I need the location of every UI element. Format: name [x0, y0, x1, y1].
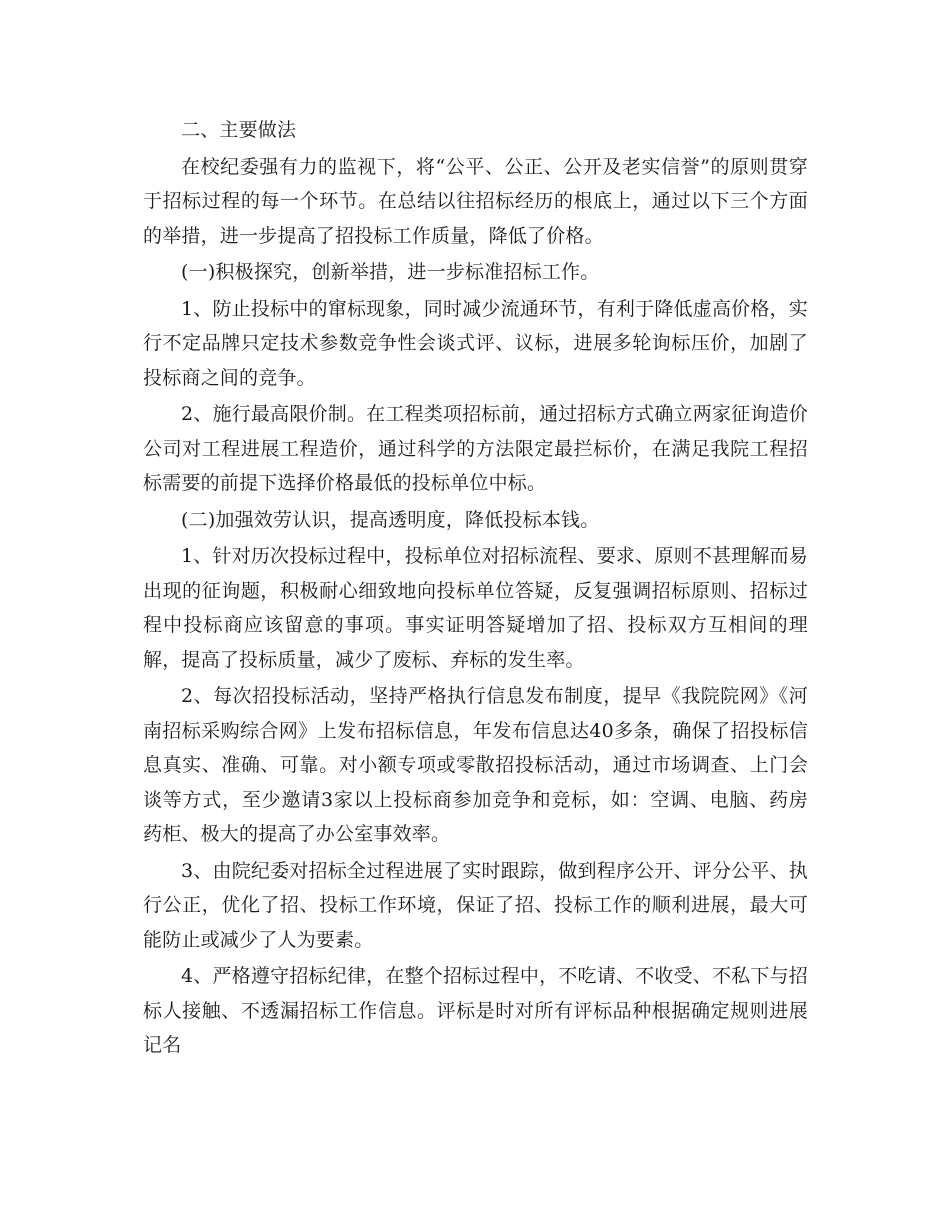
document-body [143, 113, 808, 1065]
subsection-heading: (一)积极探究，创新举措，进一步标准招标工作。 [181, 261, 600, 283]
paragraph: 2、每次招投标活动，坚持严格执行信息发布制度，提早《我院院网》《河南招标采购综合网》上发布招标信息，年发布信息达40多条，确保了招投标信息真实、准确、可靠。对小额专项或零散招投标活动，通过市场调查、上门会谈等方式，至少邀请3家以上投标商参加竞争和竞标，如：空调、电脑、药房药柜、极大的提高了办公室事效率。 [143, 685, 808, 845]
paragraph: 2、施行最高限价制。在工程类项招标前，通过招标方式确立两家征询造价公司对工程进展工程造价，通过科学的方法限定最拦标价，在满足我院工程招标需要的前提下选择价格最低的投标单位中标。 [143, 403, 808, 494]
paragraph: 3、由院纪委对招标全过程进展了实时跟踪，做到程序公开、评分公平、执行公正，优化了招、投标工作环境，保证了招、投标工作的顺利进展，最大可能防止或减少了人为要素。 [143, 859, 808, 951]
section-heading: 二、主要做法 [181, 119, 297, 141]
paragraph: 1、防止投标中的窜标现象，同时减少流通环节，有利于降低虚高价格，实行不定品牌只定技术参数竞争性会谈式评、议标，进展多轮询标压价，加剧了投标商之间的竞争。 [143, 297, 808, 389]
subsection-heading: (二)加强效劳认识，提高透明度，降低投标本钱。 [181, 508, 600, 531]
paragraph: 4、严格遵守招标纪律，在整个招标过程中，不吃请、不收受、不私下与招标人接触、不透漏招标工作信息。评标是时对所有评标品种根据确定规则进展记名 [143, 965, 808, 1056]
paragraph: 在校纪委强有力的监视下，将“公平、公正、公开及老实信誉”的原则贯穿于招标过程的每一个环节。在总结以往招标经历的根底上，通过以下三个方面的举措，进一步提高了招投标工作质量，降低了价格。 [143, 155, 808, 247]
paragraph: 1、针对历次投标过程中，投标单位对招标流程、要求、原则不甚理解而易出现的征询题，积极耐心细致地向投标单位答疑，反复强调招标原则、招标过程中投标商应该留意的事项。事实证明答疑增加了招、投标双方互相间的理解，提高了投标质量，减少了废标、弃标的发生率。 [143, 545, 808, 671]
